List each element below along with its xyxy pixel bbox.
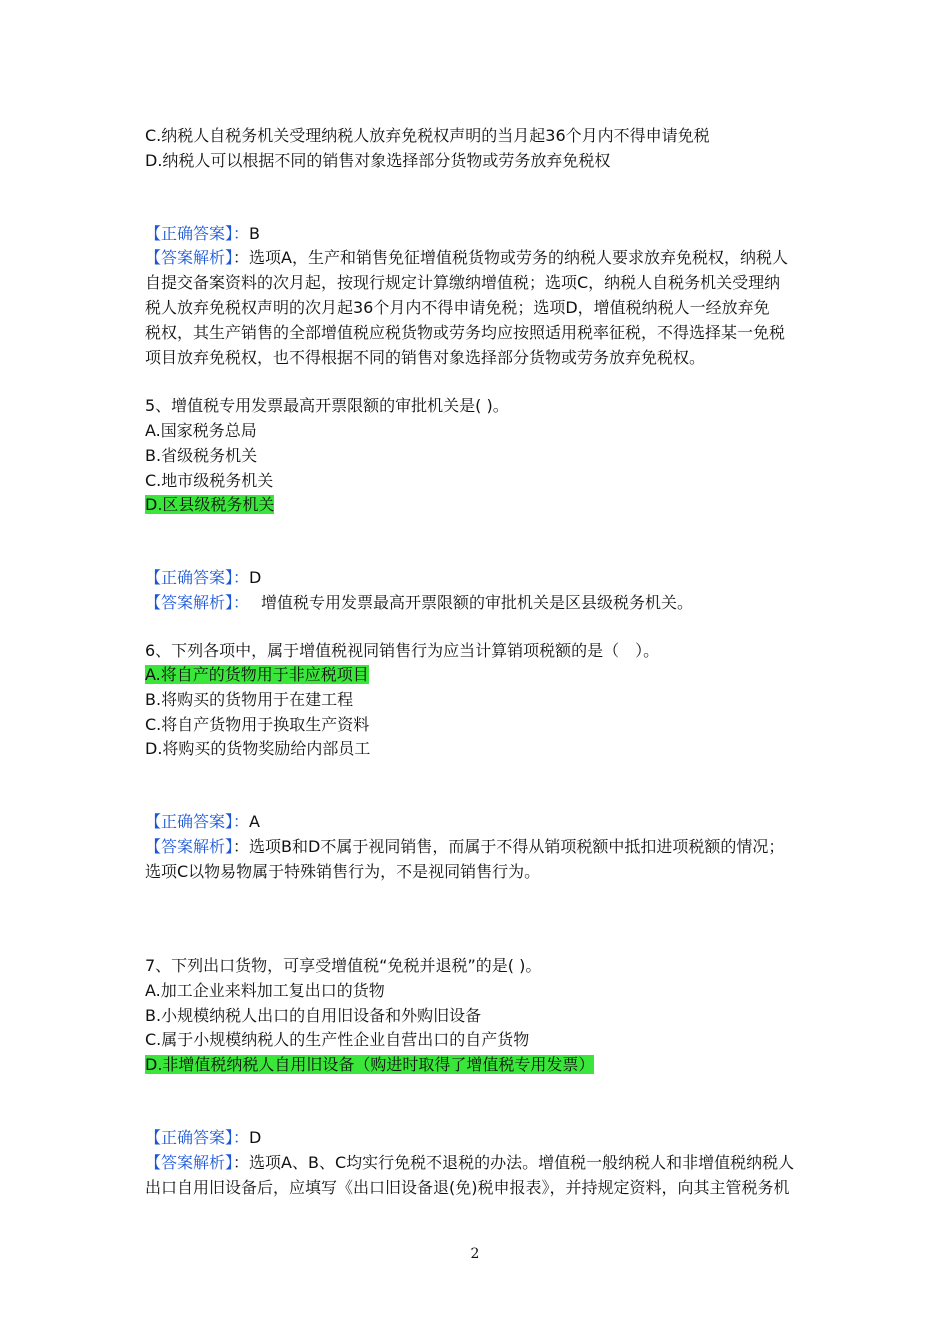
q6-option-a (145, 663, 369, 687)
q7-option-c: C.属于小规模纳税人的生产性企业自营出口的自产货物 (145, 1030, 530, 1049)
answer-label: 【正确答案】： (145, 224, 250, 243)
q4-analysis-line-2: 自提交备案资料的次月起，按现行规定计算缴纳增值税；选项C，纳税人自税务机关受理纳 (145, 273, 781, 292)
answer-value: D (249, 568, 262, 587)
q7-option-a: A.加工企业来料加工复出口的货物 (145, 981, 385, 1000)
q5-question: 5、增值税专用发票最高开票限额的审批机关是( )。 (145, 396, 509, 415)
q5-option-b: B.省级税务机关 (145, 446, 258, 465)
answer-label: 【正确答案】： (145, 1128, 250, 1147)
highlighted-correct-option: A.将自产的货物用于非应税项目 (145, 665, 369, 684)
q5-option-c: C.地市级税务机关 (145, 471, 274, 490)
q5-option-d (145, 493, 274, 517)
analysis-label: 【答案解析】 (145, 248, 234, 267)
q6-analysis-line-2: 选项C以物易物属于特殊销售行为，不是视同销售行为。 (145, 862, 541, 881)
answer-value: B (249, 224, 260, 243)
answer-value: A (249, 812, 260, 831)
analysis-text: 增值税专用发票最高开票限额的审批机关是区县级税务机关。 (261, 593, 694, 612)
q6-option-c: C.将自产货物用于换取生产资料 (145, 715, 370, 734)
answer-label: 【正确答案】： (145, 568, 250, 587)
analysis-text: ：选项A、B、C均实行免税不退税的办法。增值税一般纳税人和非增值税纳税人 (233, 1153, 795, 1172)
q6-answer (145, 810, 260, 834)
analysis-label: 【答案解析】： (145, 593, 250, 612)
analysis-label: 【答案解析】 (145, 837, 234, 856)
q7-option-d (145, 1053, 594, 1077)
q4-option-d: D.纳税人可以根据不同的销售对象选择部分货物或劳务放弃免税权 (145, 151, 611, 170)
highlighted-correct-option: D.区县级税务机关 (145, 495, 275, 514)
q6-option-d: D.将购买的货物奖励给内部员工 (145, 739, 371, 758)
highlighted-correct-option: D.非增值税纳税人自用旧设备（购进时取得了增值税专用发票） (145, 1055, 595, 1074)
q7-analysis-line-2: 出口自用旧设备后，应填写《出口旧设备退(免)税申报表》，并持规定资料，向其主管税务机 (145, 1178, 790, 1197)
q6-question: 6、下列各项中，属于增值税视同销售行为应当计算销项税额的是（ ）。 (145, 641, 660, 660)
answer-value: D (249, 1128, 262, 1147)
q7-option-b: B.小规模纳税人出口的自用旧设备和外购旧设备 (145, 1006, 482, 1025)
q4-answer (145, 222, 260, 246)
q4-analysis-line-4: 税权，其生产销售的全部增值税应税货物或劳务均应按照适用税率征税，不得选择某一免税 (145, 323, 786, 342)
q6-analysis-line-1 (145, 835, 784, 859)
q6-option-b: B.将购买的货物用于在建工程 (145, 690, 354, 709)
q5-option-a: A.国家税务总局 (145, 421, 257, 440)
q5-answer (145, 566, 261, 590)
answer-label: 【正确答案】： (145, 812, 250, 831)
page-number: 2 (470, 1246, 480, 1262)
q4-analysis-line-5: 项目放弃免税权，也不得根据不同的销售对象选择部分货物或劳务放弃免税权。 (145, 348, 706, 367)
analysis-label: 【答案解析】 (145, 1153, 234, 1172)
q4-analysis-line-1 (145, 246, 788, 270)
q4-analysis-line-3: 税人放弃免税权声明的次月起36个月内不得申请免税；选项D，增值税纳税人一经放弃免 (145, 298, 770, 317)
analysis-text: ：选项B和D不属于视同销售，而属于不得从销项税额中抵扣进项税额的情况； (233, 837, 785, 856)
q5-analysis (145, 591, 693, 615)
q4-option-c: C.纳税人自税务机关受理纳税人放弃免税权声明的当月起36个月内不得申请免税 (145, 126, 710, 145)
analysis-text: ：选项A，生产和销售免征增值税货物或劳务的纳税人要求放弃免税权，纳税人 (233, 248, 788, 267)
q7-analysis-line-1 (145, 1151, 794, 1175)
q7-answer (145, 1126, 261, 1150)
q7-question: 7、下列出口货物，可享受增值税“免税并退税”的是( )。 (145, 956, 542, 975)
